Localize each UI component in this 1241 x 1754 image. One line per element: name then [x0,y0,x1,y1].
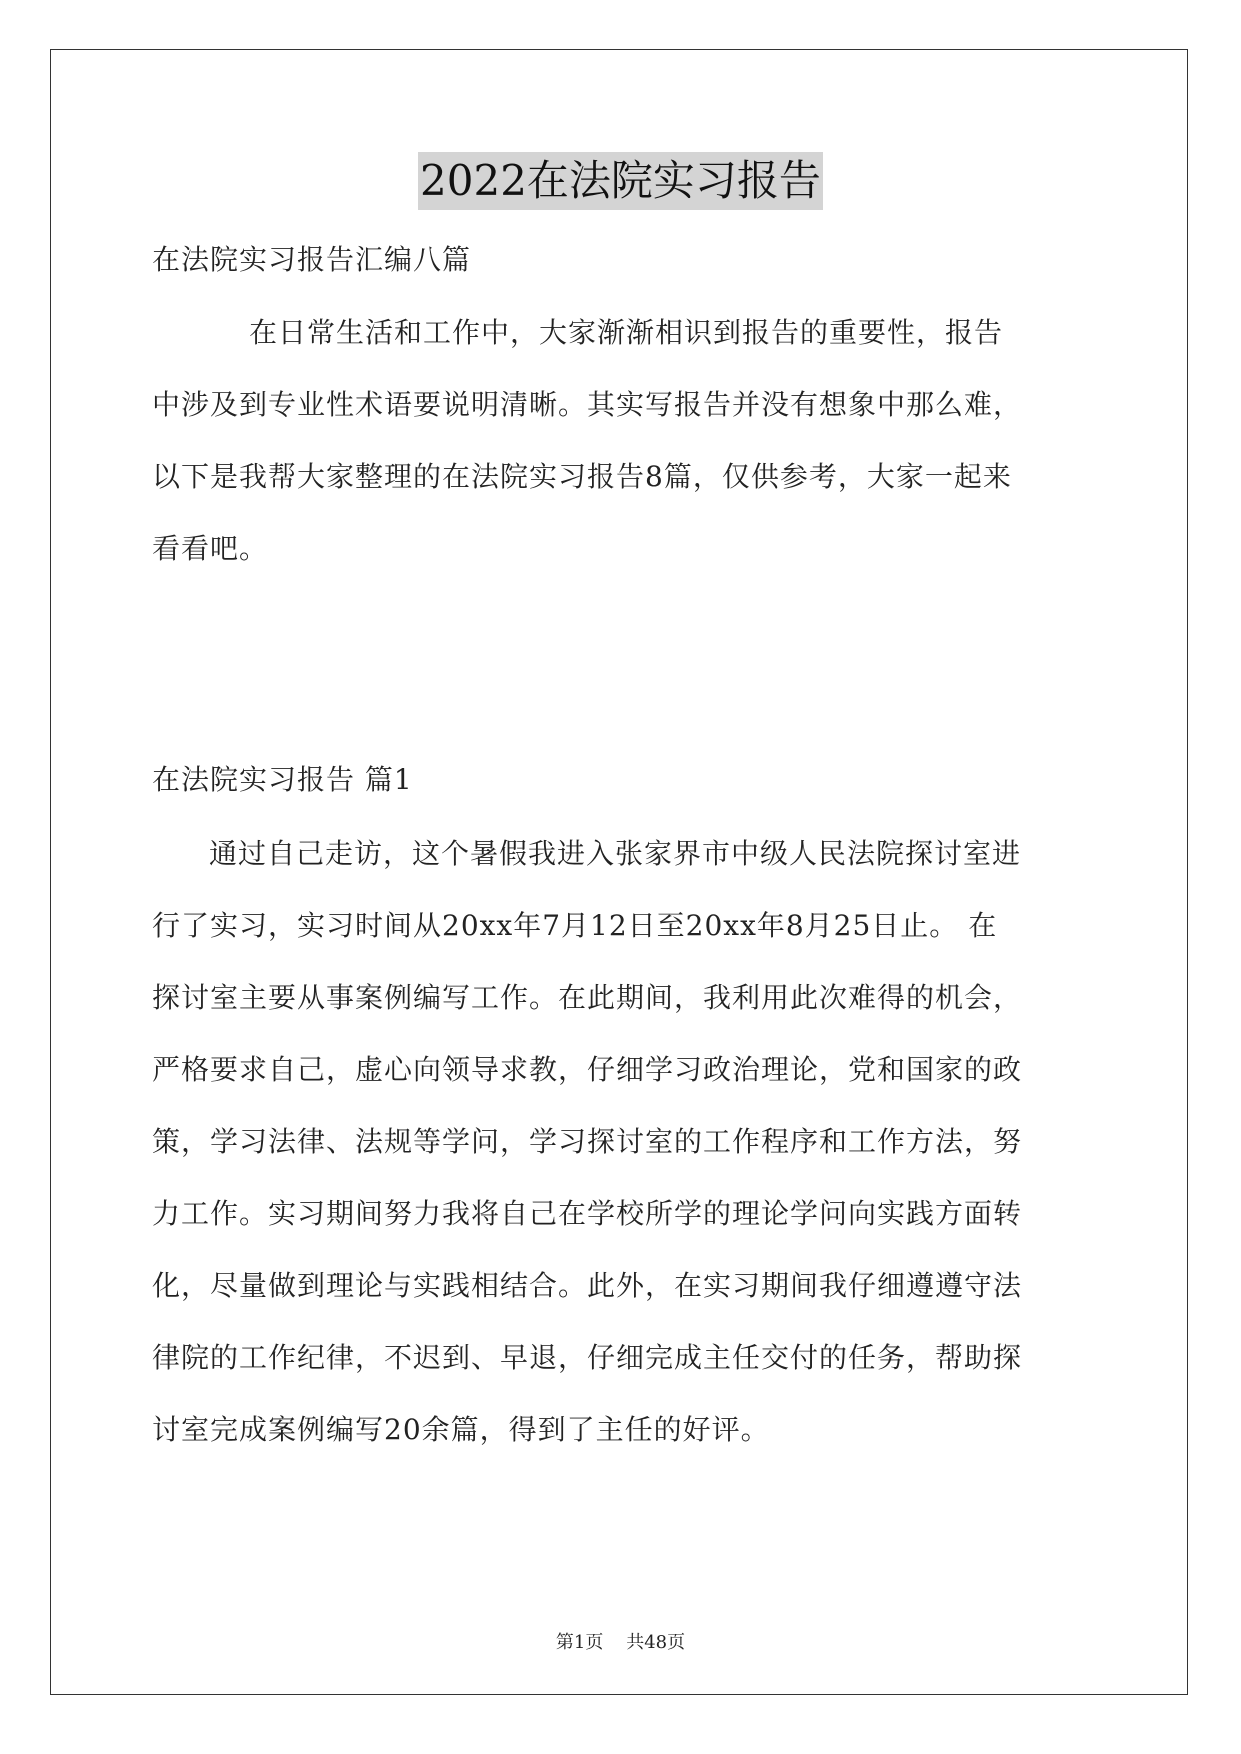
intro-line: 看看吧。 [152,532,269,565]
title-container [0,152,1241,210]
body-line: 律院的工作纪律，不迟到、早退，仔细完成主任交付的任务，帮助探 [152,1341,1023,1374]
document-title: 2022在法院实习报告 [418,152,823,210]
body-line: 严格要求自己，虚心向领导求教，仔细学习政治理论，党和国家的政 [152,1053,1023,1086]
document-subtitle: 在法院实习报告汇编八篇 [152,243,472,276]
body-line: 力工作。实习期间努力我将自己在学校所学的理论学问向实践方面转 [152,1197,1023,1230]
intro-line: 以下是我帮大家整理的在法院实习报告8篇，仅供参考，大家一起来 [152,460,1012,493]
intro-line: 中涉及到专业性术语要说明清晰。其实写报告并没有想象中那么难， [152,388,1023,421]
page-footer: 第1页 共48页 [555,1632,686,1653]
body-line: 化，尽量做到理论与实践相结合。此外，在实习期间我仔细遵遵守法 [152,1269,1023,1302]
body-line: 讨室完成案例编写20余篇，得到了主任的好评。 [152,1413,770,1446]
intro-line: 在日常生活和工作中，大家渐渐相识到报告的重要性，报告 [249,316,1004,349]
body-line: 通过自己走访，这个暑假我进入张家界市中级人民法院探讨室进 [209,837,1022,870]
section-heading: 在法院实习报告 篇1 [152,763,413,796]
body-line: 探讨室主要从事案例编写工作。在此期间，我利用此次难得的机会， [152,981,1023,1014]
body-line: 策，学习法律、法规等学问，学习探讨室的工作程序和工作方法，努 [152,1125,1023,1158]
body-line: 行了实习，实习时间从20xx年7月12日至20xx年8月25日止。 在 [152,909,998,942]
